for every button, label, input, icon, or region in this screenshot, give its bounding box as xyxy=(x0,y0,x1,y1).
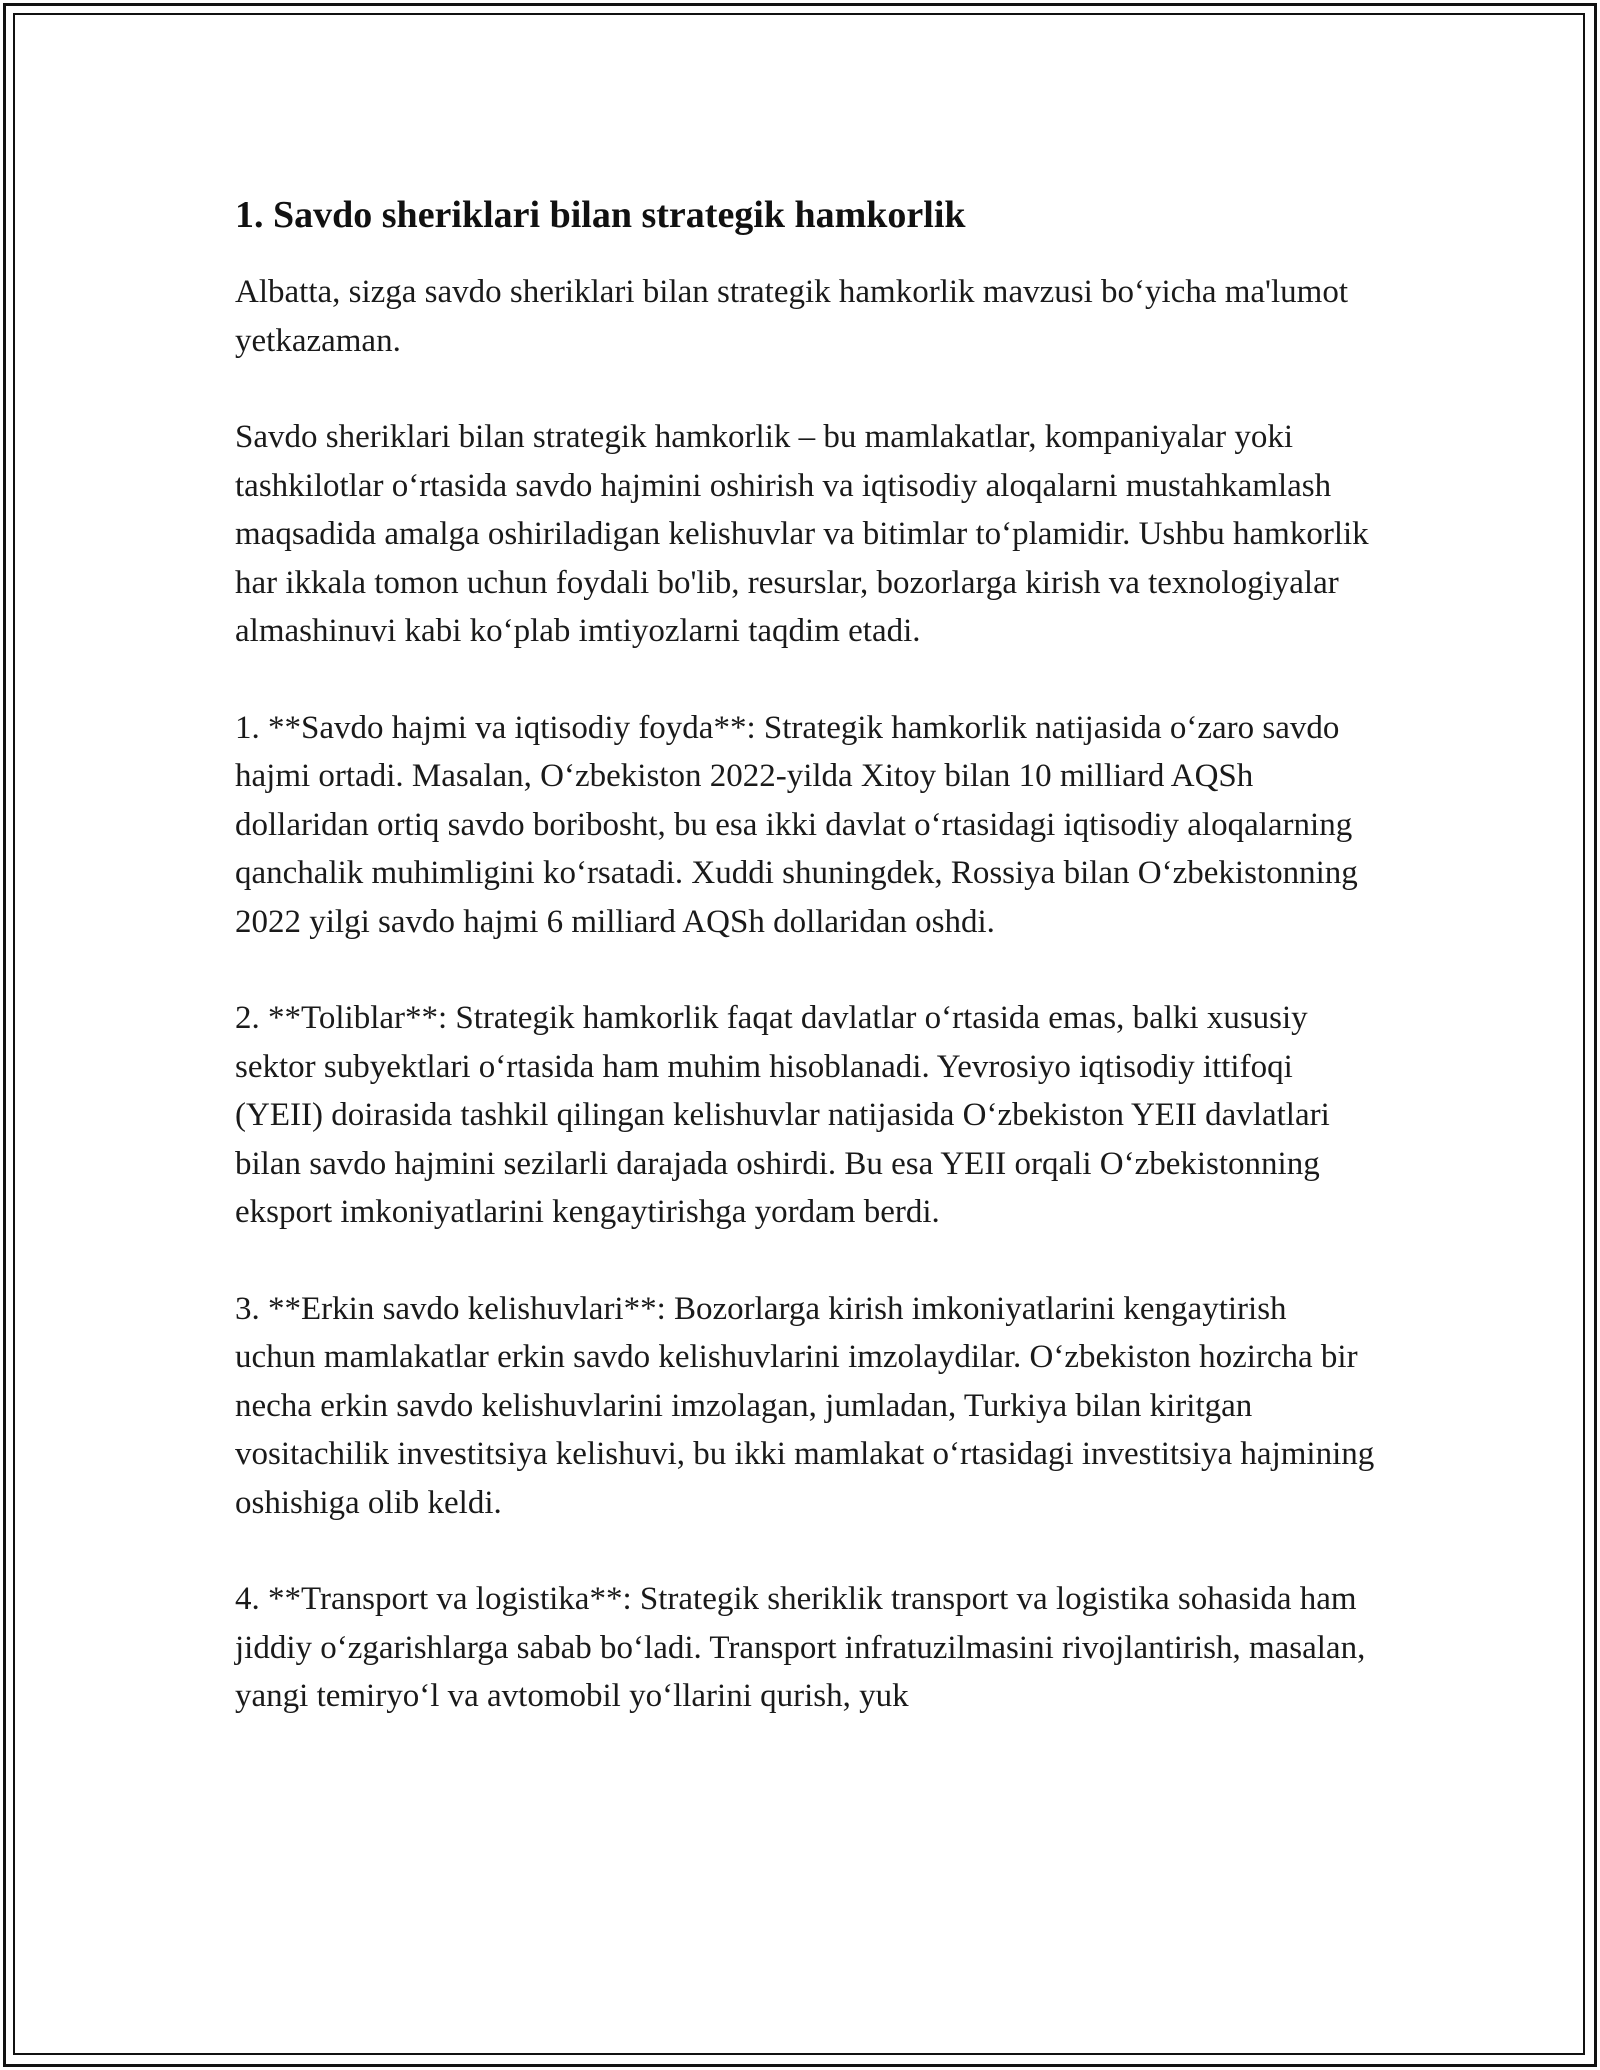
point-4-paragraph: 4. **Transport va logistika**: Strategik sheriklik transport va logistika sohasida ham jiddiy o‘zgarishlarga sabab bo‘ladi. Transport infratuzilmasini rivojlantirish, masalan, yangi temiryo‘l va avtomobil yo‘llarini qurish, yuk xyxy=(235,1581,1366,1714)
document-page xyxy=(235,190,1375,1769)
document-title: 1. Savdo sheriklari bilan strategik hamkorlik xyxy=(235,194,966,236)
point-2-paragraph: 2. **Toliblar**: Strategik hamkorlik faqat davlatlar o‘rtasida emas, balki xususiy sektor subyektlari o‘rtasida ham muhim hisoblanadi. Yevrosiyo iqtisodiy ittifoqi (YEII) doirasida tashkil qilingan kelishuvlar natijasida O‘zbekiston YEII davlatlari bilan savdo hajmini sezilarli darajada oshirdi. Bu esa YEII orqali O‘zbekistonning eksport imkoniyatlarini kengaytirishga yordam berdi. xyxy=(235,1000,1330,1230)
point-3-paragraph: 3. **Erkin savdo kelishuvlari**: Bozorlarga kirish imkoniyatlarini kengaytirish uchun mamlakatlar erkin savdo kelishuvlarini imzolaydilar. O‘zbekiston hozircha bir necha erkin savdo kelishuvlarini imzolagan, jumladan, Turkiya bilan kiritgan vositachilik investitsiya kelishuvi, bu ikki mamlakat o‘rtasidagi investitsiya hajmining oshishiga olib keldi. xyxy=(235,1290,1375,1521)
point-1-paragraph: 1. **Savdo hajmi va iqtisodiy foyda**: Strategik hamkorlik natijasida o‘zaro savdo hajmi ortadi. Masalan, O‘zbekiston 2022-yilda Xitoy bilan 10 milliard AQSh dollaridan ortiq savdo boribosht, bu esa ikki davlat o‘rtasidagi iqtisodiy aloqalarning qanchalik muhimligini ko‘rsatadi. Xuddi shuningdek, Rossiya bilan O‘zbekistonning 2022 yilgi savdo hajmi 6 milliard AQSh dollaridan oshdi. xyxy=(235,709,1358,940)
intro-paragraph: Albatta, sizga savdo sheriklari bilan strategik hamkorlik mavzusi bo‘yicha ma'lumot yetkazaman. xyxy=(235,274,1348,359)
definition-paragraph: Savdo sheriklari bilan strategik hamkorlik – bu mamlakatlar, kompaniyalar yoki tashkilotlar o‘rtasida savdo hajmini oshirish va iqtisodiy aloqalarni mustahkamlash maqsadida amalga oshiriladigan kelishuvlar va bitimlar to‘plamidir. Ushbu hamkorlik har ikkala tomon uchun foydali bo'lib, resurslar, bozorlarga kirish va texnologiyalar almashinuvi kabi ko‘plab imtiyozlarni taqdim etadi. xyxy=(235,419,1369,649)
